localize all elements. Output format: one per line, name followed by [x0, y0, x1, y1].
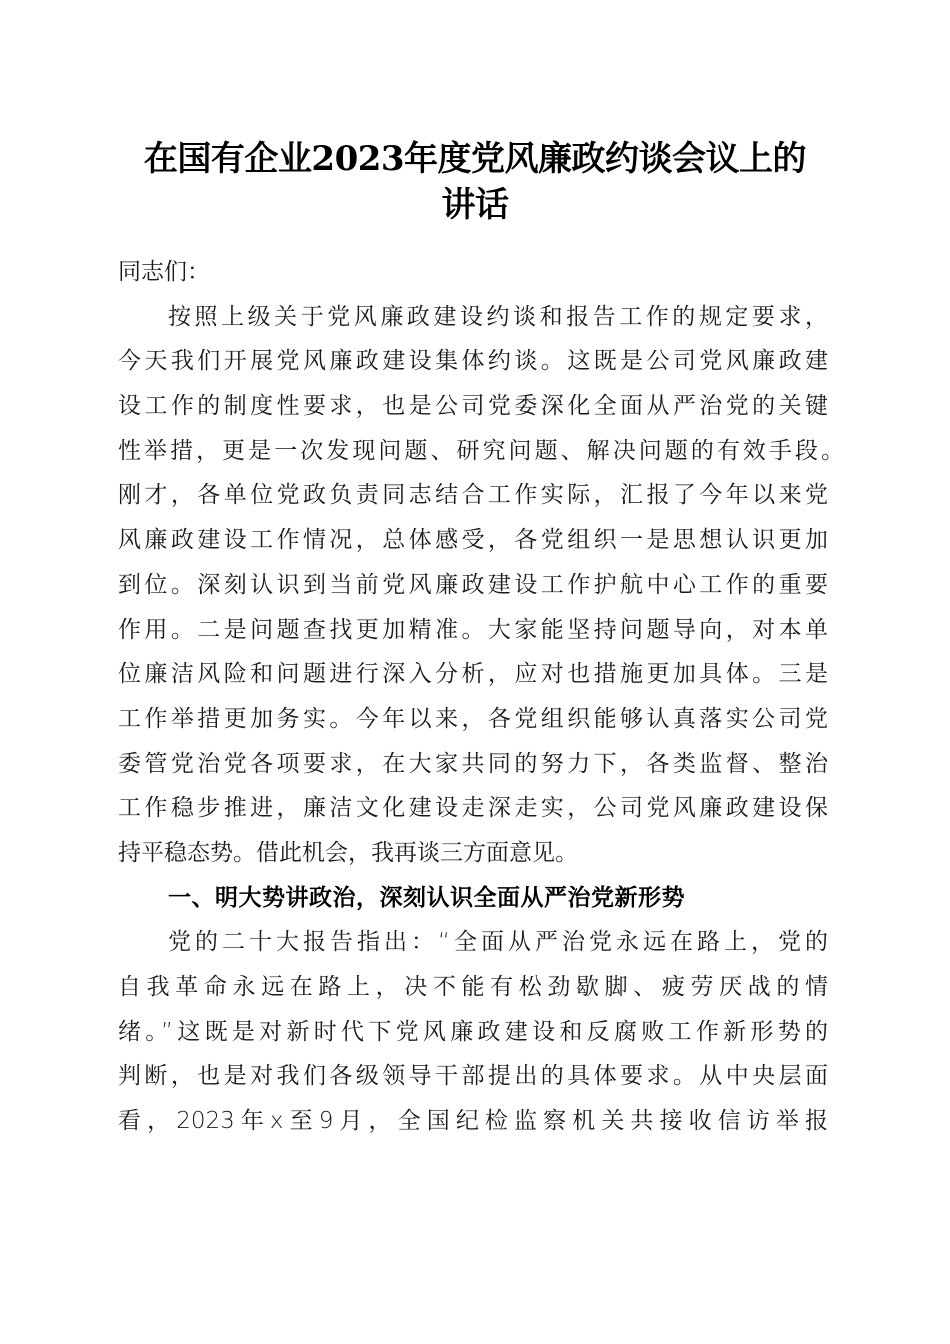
- paragraph-line: 看，2023年x至9月，全国纪检监察机关共接收信访举报: [118, 1108, 828, 1135]
- paragraph-line: 到位。深刻认识到当前党风廉政建设工作护航中心工作的重要: [118, 571, 828, 598]
- paragraph-line: 工作稳步推进，廉洁文化建设走深走实，公司党风廉政建设保: [118, 795, 828, 822]
- paragraph-line: 设工作的制度性要求，也是公司党委深化全面从严治党的关键: [118, 393, 828, 420]
- salutation: 同志们：: [118, 259, 210, 285]
- document-body: [118, 250, 844, 1144]
- paragraph-line: 党的二十大报告指出：“全面从严治党永远在路上，党的: [168, 929, 828, 956]
- paragraph-line: 自我革命永远在路上，决不能有松劲歇脚、疲劳厌战的情: [118, 974, 828, 1000]
- paragraph-line: 委管党治党各项要求，在大家共同的努力下，各类监督、整治: [118, 750, 828, 777]
- paragraph-line: 按照上级关于党风廉政建设约谈和报告工作的规定要求，: [168, 303, 828, 330]
- paragraph-line: 风廉政建设工作情况，总体感受，各党组织一是思想认识更加: [118, 527, 828, 554]
- paragraph-line: 作用。二是问题查找更加精准。大家能坚持问题导向，对本单: [118, 616, 828, 643]
- title-line-1: 在国有企业2023年度党风廉政约谈会议上的: [143, 139, 807, 179]
- section-heading-1: 一、明大势讲政治，深刻认识全面从严治党新形势: [168, 884, 685, 911]
- paragraph-line: 今天我们开展党风廉政建设集体约谈。这既是公司党风廉政建: [118, 348, 828, 375]
- document-title: [100, 136, 850, 228]
- paragraph-line: 位廉洁风险和问题进行深入分析，应对也措施更加具体。三是: [118, 661, 828, 688]
- paragraph-line: 绪。”这既是对新时代下党风廉政建设和反腐败工作新形势的: [118, 1018, 828, 1045]
- title-line-2: 讲话: [441, 185, 509, 225]
- paragraph-1: [118, 295, 844, 876]
- paragraph-line: 刚才，各单位党政负责同志结合工作实际，汇报了今年以来党: [118, 482, 828, 509]
- paragraph-line: 性举措，更是一次发现问题、研究问题、解决问题的有效手段。: [118, 437, 844, 464]
- paragraph-2: [118, 920, 828, 1143]
- paragraph-line: 持平稳态势。借此机会，我再谈三方面意见。: [118, 839, 578, 866]
- paragraph-line: 判断，也是对我们各级领导干部提出的具体要求。从中央层面: [118, 1063, 828, 1090]
- paragraph-line: 工作举措更加务实。今年以来，各党组织能够认真落实公司党: [118, 705, 828, 732]
